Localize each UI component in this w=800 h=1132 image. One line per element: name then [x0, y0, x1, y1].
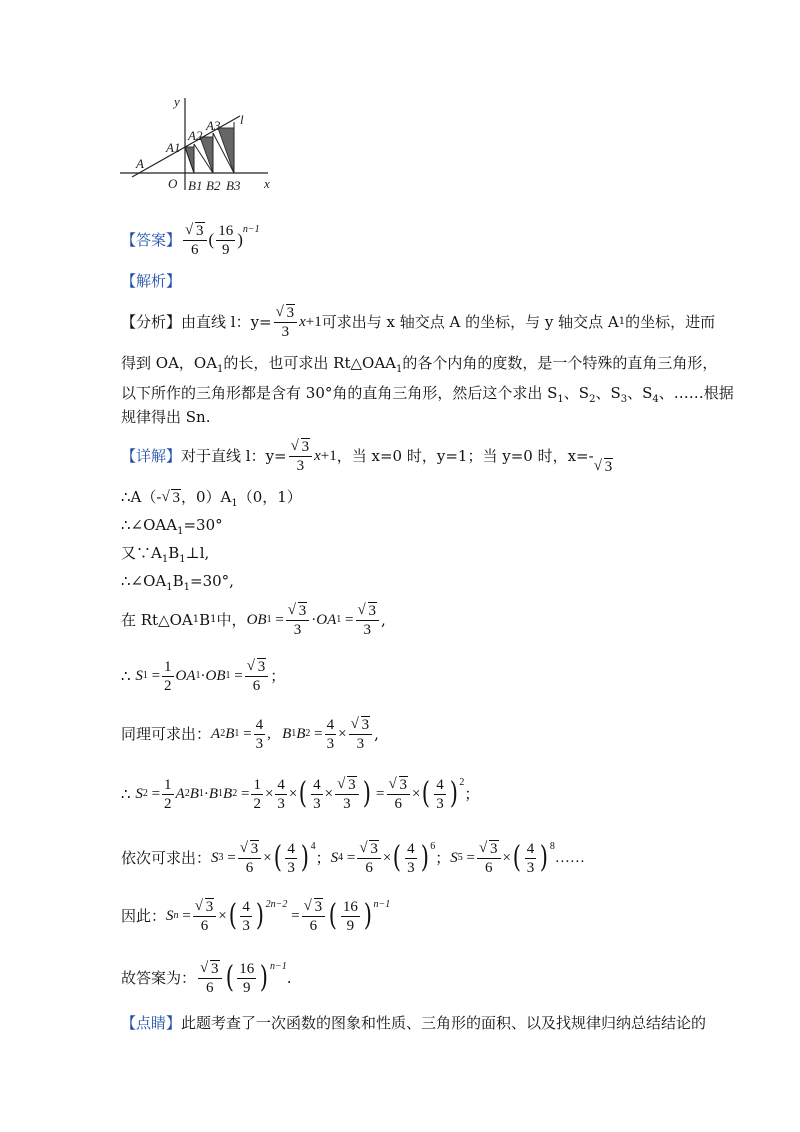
label-x: x	[264, 176, 270, 191]
detail-line-11: 因此： S n = √ $\frac{3}{6}$ × ( $\frac{4}{3}$ ) $^{2n-2}$ = √ $\frac{3}{6}$ ( $\frac{16}{9}$ ) $^{n-1}$	[121, 892, 390, 940]
answer-fraction: √ $\frac{3}{6}$	[183, 222, 207, 259]
detail-line-4: 又$\because A_1B_1\perp l$,	[121, 544, 210, 565]
detail-line-3: $\therefore\angle OAA_1=30^\circ$	[121, 516, 223, 537]
detail-line-6: 在 Rt△OA 1 B 1 中， OB 1 = √ $\frac{3}{3}$ · OA 1 = √ $\frac{3}{3}$ ,	[121, 600, 386, 640]
detail-line-7: ∴ S 1 = $\frac{1}{2}$ OA 1 · OB 1 = √ $\frac{3}{6}$ ；	[121, 656, 285, 696]
detail-line-1: 【详解】 对于直线 l：y= √ $\frac{3}{3}$ x +1 ，当 x=0 时，y=1；当 y=0 时，x=- √ 3	[121, 436, 613, 476]
label-l: l	[240, 112, 244, 127]
answer-line: 【答案】 √ $\frac{3}{6}$ ( $\frac{16}{9}$ ) $^{n-1}$	[121, 220, 260, 260]
answer-tag: 【答案】	[121, 231, 182, 249]
label-A2: A2	[188, 128, 203, 143]
label-B3: B3	[226, 178, 241, 193]
comment-line: 【点睛】此题考查了一次函数的图象和性质、三角形的面积、以及找规律归纳总结结论的	[121, 1014, 707, 1032]
detail-line-8: 同理可求出： A 2 B 1 = $\frac{4}{3}$ , B 1 B 2 = $\frac{4}{3}$ × √ $\frac{3}{3}$ ,	[121, 714, 379, 754]
detail-line-10: 依次可求出： S 3 = √ $\frac{3}{6}$ × ( $\frac{4}{3}$ ) $^4$ ； S 4 = √ $\frac{3}{6}$ × ( $\frac{4}{3}$ ) $^6$ ； S 5 = √ $\frac{3}{6}$ × ( $\frac{4}{3}$ ) $^8$ ……	[121, 834, 585, 882]
line-l	[132, 116, 240, 177]
detail-line-2: ∴A（-√ 3，$0)A_1(0$，1）	[121, 486, 302, 515]
label-B1: B1	[188, 178, 203, 193]
analysis-line-2: 得到 OA，$OA_1$的长，也可求出 $Rt\triangle OAA_1$的各个内角的度数，是一个特殊的直角三角形，	[121, 354, 718, 375]
label-O: O	[168, 176, 178, 191]
geometry-figure	[118, 90, 278, 200]
label-A3: A3	[206, 118, 221, 133]
detail-line-9: ∴ S 2 = $\frac{1}{2}$ A 2 B 1 · B 1 B 2 = $\frac{1}{2}$ × $\frac{4}{3}$ × ( $\frac{4}{3}$ × √ $\frac{3}{3}$ ) = √ $\frac{3}{6}$ × ( $\frac{4}{3}$ ) $^2$ ；	[121, 770, 479, 818]
triangle-3	[218, 128, 234, 173]
label-B2: B2	[206, 178, 221, 193]
label-A1: A1	[166, 140, 181, 155]
analysis-tag: 【解析】	[121, 272, 182, 290]
label-y: y	[174, 94, 180, 109]
analysis-line-3: 以下所作的三角形都是含有 30°角的直角三角形，然后这个求出 $S_1$、$S_2$、$S_3$、$S_4$、……根据	[121, 384, 734, 405]
detail-line-12: 故答案为： √ $\frac{3}{6}$ ( $\frac{16}{9}$ ) $^{n-1}$ .	[121, 954, 291, 1002]
analysis-line-4: 规律得出 Sn.	[121, 408, 211, 426]
label-A: A	[136, 156, 144, 171]
analysis-line-1: 【分析】 由直线 l：y= √ $\frac{3}{3}$ x +1 可求出与 x 轴交点 A 的坐标，与 y 轴交点 A 1 的坐标，进而	[121, 302, 715, 342]
detail-line-5: $\therefore\angle OA_1B_1=30^\circ$,	[121, 572, 234, 593]
